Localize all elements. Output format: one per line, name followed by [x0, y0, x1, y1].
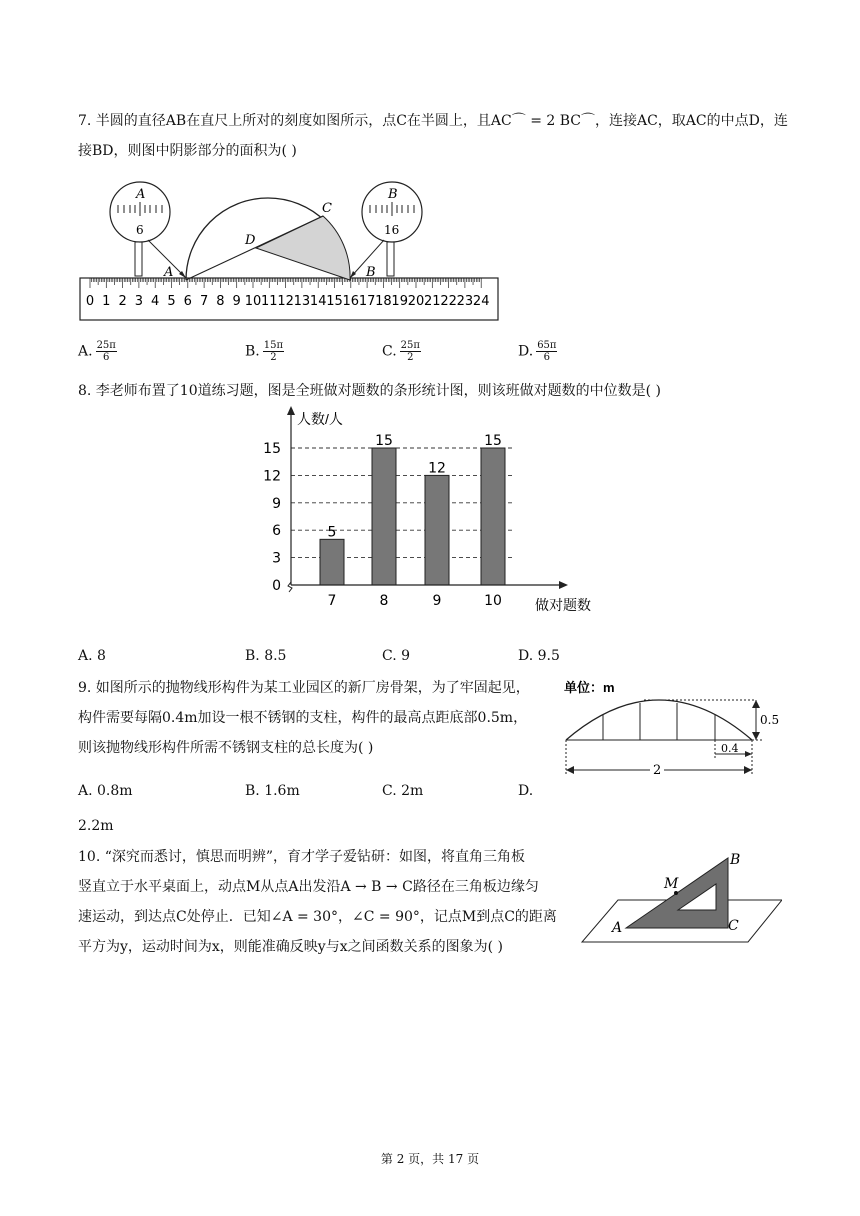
- ruler-number: 19: [391, 294, 408, 309]
- question-10-figure: [578, 846, 782, 946]
- bar-chart: [255, 404, 615, 619]
- y-tick-label: 15: [263, 441, 281, 457]
- question-7-line2: 接BD，则图中阴影部分的面积为( ): [78, 143, 297, 159]
- ruler-number: 23: [456, 294, 474, 309]
- y-axis-label: 人数/人: [297, 411, 343, 427]
- question-9-line1: 9. 如图所示的抛物线形构件为某工业园区的新厂房骨架，为了牢固起见，: [78, 680, 530, 696]
- question-9-text: [78, 673, 558, 763]
- question-8-line1: 8. 李老师布置了10道练习题，图是全班做对题数的条形统计图，则该班做对题数的中位数是( ): [78, 383, 661, 399]
- ruler-a-label: A: [164, 265, 174, 280]
- question-8-option-c[interactable]: C. 9: [382, 648, 411, 664]
- bar-value-label: 12: [428, 460, 446, 477]
- ruler-number: 5: [167, 294, 176, 309]
- ruler-number: 4: [151, 294, 160, 309]
- ruler-number: 13: [293, 294, 311, 309]
- lens-b-value: 16: [384, 223, 400, 237]
- bar-value-label: 15: [375, 433, 393, 449]
- ruler-number: 3: [134, 294, 144, 309]
- question-7-line1: 7. 半圆的直径AB在直尺上所对的刻度如图所示，点C在半圆上，且AC⌒ = 2 BC⌒，连接AC，取AC的中点D，连: [78, 113, 788, 129]
- lens-b-label: B: [388, 187, 398, 202]
- bar: [481, 448, 505, 585]
- y-tick-label: 3: [272, 550, 281, 567]
- question-7-figure: [78, 172, 508, 324]
- question-10-line1: 10. “深究而悉讨，慎思而明辨”，育才学子爱钻研：如图，将直角三角板: [78, 849, 526, 865]
- ruler-number: 1: [102, 294, 111, 309]
- question-10-text: [78, 842, 568, 962]
- tri-a-label: A: [612, 920, 623, 936]
- x-tick-label: 9: [432, 593, 442, 609]
- question-9-line3: 则该抛物线形构件所需不锈钢支柱的总长度为( ): [78, 740, 374, 756]
- y-tick-label: 12: [263, 468, 281, 485]
- bar-value-label: 15: [484, 433, 502, 449]
- ruler-b-label: B: [366, 265, 376, 280]
- lens-a-value: 6: [136, 223, 144, 237]
- point-c-label: C: [322, 201, 332, 216]
- question-8-option-a[interactable]: A. 8: [78, 648, 106, 664]
- question-9-option-d-value: 2.2m: [78, 818, 114, 834]
- ruler-number: 17: [358, 294, 376, 309]
- question-7-option-b[interactable]: B. $\frac{15\pi}{2}$: [245, 340, 284, 363]
- question-7-option-d[interactable]: D. $\frac{65\pi}{6}$: [518, 340, 557, 363]
- ruler-number: 8: [216, 294, 225, 309]
- question-9-line2: 构件需要每隔0.4m加设一根不锈钢的支柱，构件的最高点距底部0.5m，: [78, 710, 528, 726]
- question-9-option-d[interactable]: D.: [518, 783, 534, 799]
- tri-c-label: C: [728, 918, 739, 934]
- ruler-number: 20: [407, 294, 425, 309]
- question-10-line3: 速运动，到达点C处停止．已知∠A = 30°，∠C = 90°，记点M到点C的距离: [78, 909, 557, 925]
- question-10-line4: 平方为y，运动时间为x，则能准确反映y与x之间函数关系的图象为( ): [78, 939, 503, 955]
- y-tick-label: 6: [272, 523, 281, 540]
- bar: [320, 539, 344, 585]
- ruler-number: 11: [261, 294, 278, 309]
- question-9-option-a[interactable]: A. 0.8m: [78, 783, 133, 799]
- question-8-text: [78, 376, 798, 406]
- width-label: 2: [653, 763, 662, 778]
- bar: [425, 475, 449, 585]
- ruler-number: 6: [183, 294, 192, 309]
- y-tick-label: 9: [272, 495, 281, 512]
- ruler-number: 12: [277, 294, 294, 309]
- height-label: 0.5: [760, 713, 780, 727]
- y-tick-label: 0: [272, 578, 281, 594]
- question-10-line2: 竖直立于水平桌面上，动点M从点A出发沿A → B → C路径在三角板边缘匀: [78, 879, 539, 895]
- x-tick-label: 10: [484, 593, 502, 609]
- bar-value-label: 5: [327, 524, 337, 541]
- x-axis-label: 做对题数: [535, 597, 591, 613]
- x-tick-label: 8: [379, 593, 389, 609]
- lens-a-label: A: [136, 187, 146, 202]
- unit-label: 单位：m: [564, 680, 615, 695]
- ruler-number: 7: [199, 294, 209, 309]
- question-9-option-b[interactable]: B. 1.6m: [245, 783, 300, 799]
- ruler-number: 2: [118, 294, 127, 309]
- tri-m-label: M: [664, 876, 679, 892]
- question-8-option-d[interactable]: D. 9.5: [518, 648, 560, 664]
- ruler-number: 0: [85, 294, 95, 309]
- question-7-text: [78, 106, 798, 166]
- ruler-number: 14: [309, 294, 327, 309]
- ruler-number: 18: [375, 294, 392, 309]
- ruler-number: 21: [424, 294, 441, 309]
- ruler-number: 10: [244, 294, 262, 309]
- ruler-number: 16: [342, 294, 360, 309]
- question-7-option-c[interactable]: C. $\frac{25\pi}{2}$: [382, 340, 420, 363]
- ruler-number: 22: [440, 294, 457, 309]
- bar: [372, 448, 396, 585]
- ruler-number: 9: [232, 294, 241, 309]
- question-9-option-c[interactable]: C. 2m: [382, 783, 424, 799]
- page-footer: 第 2 页，共 17 页: [380, 1152, 480, 1166]
- point-d-label: D: [245, 233, 256, 248]
- tri-b-label: B: [730, 852, 741, 868]
- question-7-option-a[interactable]: A. $\frac{25\pi}{6}$: [78, 340, 116, 363]
- x-tick-label: 7: [327, 593, 337, 609]
- spacing-label: 0.4: [721, 742, 739, 755]
- ruler-number: 15: [326, 294, 343, 309]
- ruler-number: 24: [472, 294, 490, 309]
- question-9-figure: [560, 676, 782, 784]
- question-8-option-b[interactable]: B. 8.5: [245, 648, 287, 664]
